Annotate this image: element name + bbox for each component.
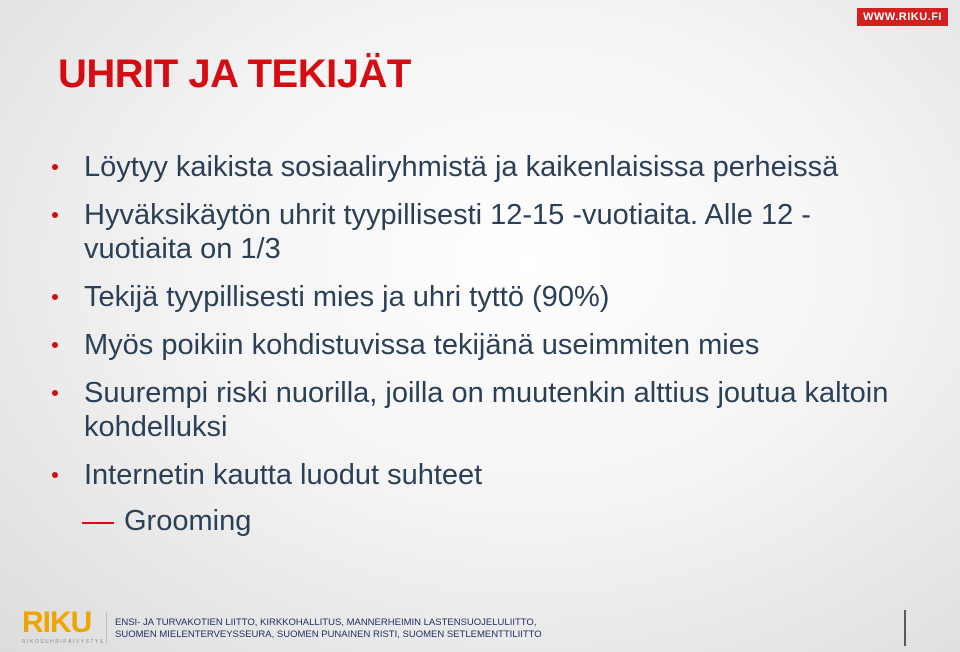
bullet-text: Suurempi riski nuorilla, joilla on muutenkin alttius joutua kaltoin kohdelluksi — [84, 377, 889, 443]
riku-logo — [22, 606, 105, 648]
bullet-item — [52, 376, 912, 444]
bullet-text: Hyväksikäytön uhrit tyypillisesti 12-15 -vuotiaita. Alle 12 -vuotiaita on 1/3 — [84, 199, 811, 265]
bullet-text: Myös poikiin kohdistuvissa tekijänä useimmiten mies — [84, 329, 760, 361]
footer-divider — [106, 612, 107, 644]
bullet-dot-icon — [52, 472, 58, 478]
sub-bullet-item — [52, 504, 912, 538]
footer — [0, 600, 960, 652]
slide-title: UHRIT JA TEKIJÄT — [58, 52, 411, 96]
bullet-list — [52, 150, 912, 538]
url-badge[interactable]: WWW.RIKU.FI — [857, 8, 948, 26]
bullet-item — [52, 150, 912, 184]
bullet-text: Löytyy kaikista sosiaaliryhmistä ja kaikenlaisissa perheissä — [84, 151, 839, 183]
bullet-dot-icon — [52, 294, 58, 300]
bullet-text: Internetin kautta luodut suhteet — [84, 459, 483, 491]
bullet-dot-icon — [52, 212, 58, 218]
bullet-item — [52, 280, 912, 314]
logo-tagline: RIKOSUHRIPÄIVYSTYS — [22, 639, 105, 645]
bullet-dot-icon — [52, 164, 58, 170]
footer-rule — [904, 610, 906, 646]
bullet-item — [52, 328, 912, 362]
sub-bullet-text: Grooming — [124, 505, 252, 537]
organizations-line: ENSI- JA TURVAKOTIEN LIITTO, KIRKKOHALLITUS, MANNERHEIMIN LASTENSUOJELULIITTO, — [115, 617, 537, 628]
dash-icon — [82, 522, 114, 524]
organizations-line: SUOMEN MIELENTERVEYSSEURA, SUOMEN PUNAINEN RISTI, SUOMEN SETLEMENTTILIITTO — [115, 629, 542, 640]
bullet-dot-icon — [52, 342, 58, 348]
bullet-item — [52, 198, 912, 266]
bullet-dot-icon — [52, 390, 58, 396]
bullet-text: Tekijä tyypillisesti mies ja uhri tyttö (90%) — [84, 281, 610, 313]
bullet-item — [52, 458, 912, 492]
organizations-list — [115, 617, 542, 641]
logo-text: RIKU — [22, 606, 92, 639]
